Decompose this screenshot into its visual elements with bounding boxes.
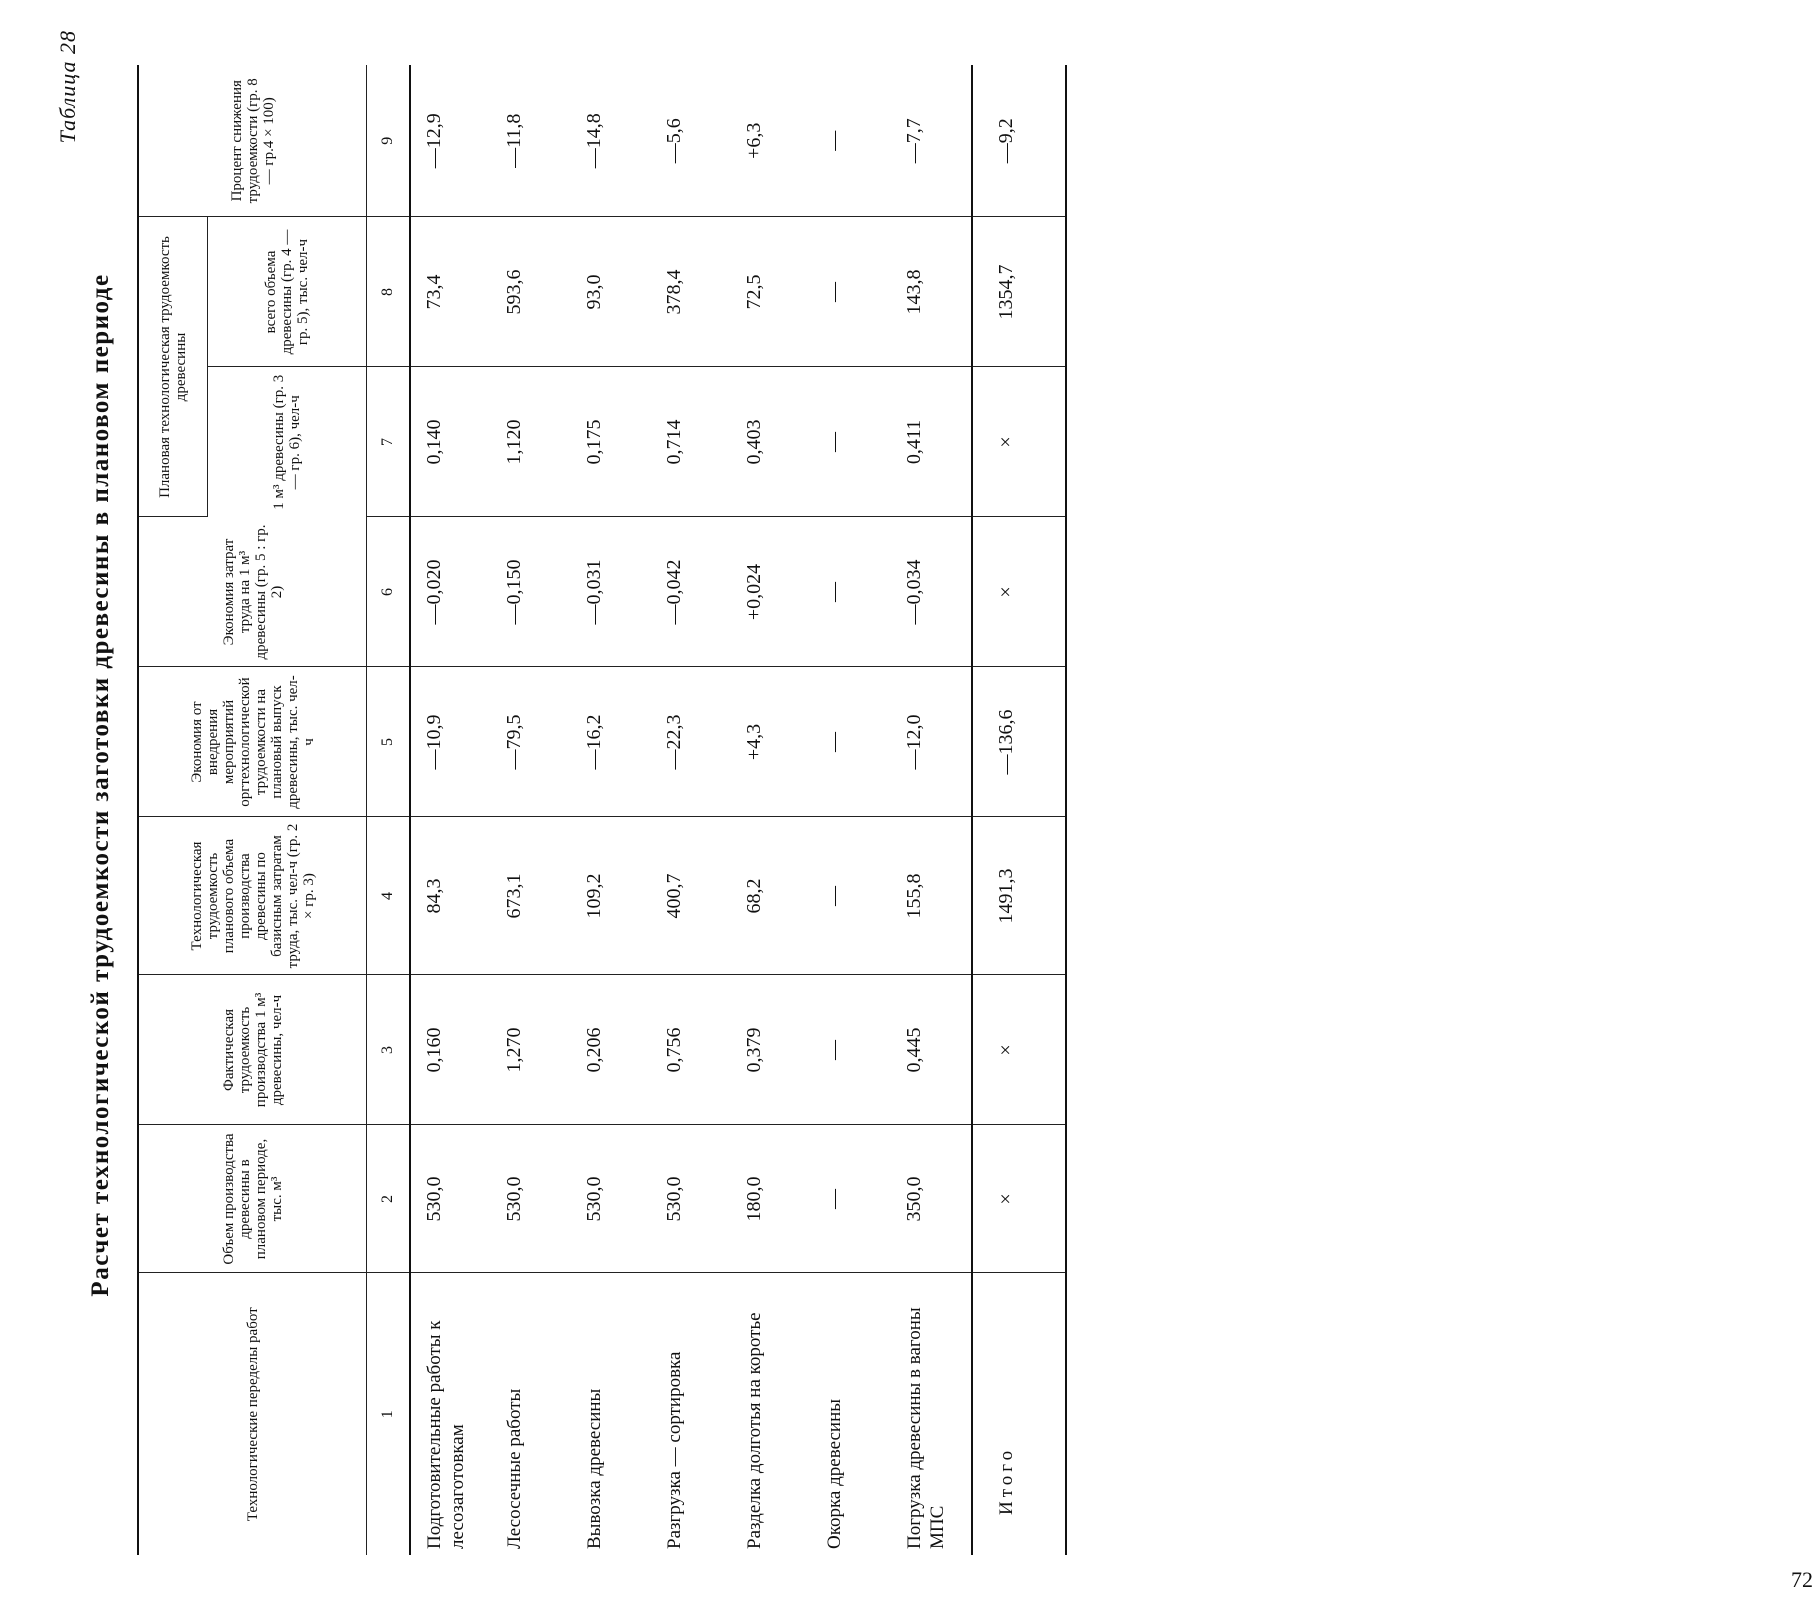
cell-tech-labor: —	[811, 817, 891, 975]
cell-percent: —12,9	[410, 65, 491, 217]
total-percent: —9,2	[972, 65, 1066, 217]
header-col9: Процент снижения трудоемкости (гр. 8 — гр.4 × 100)	[138, 65, 367, 217]
cell-tech-labor: 155,8	[891, 817, 972, 975]
cell-percent: +6,3	[731, 65, 811, 217]
row-label: Подготовительные работы к лесозаготовкам	[424, 1320, 468, 1549]
cell-tech-labor: 84,3	[410, 817, 491, 975]
cell-plan-total: 72,5	[731, 217, 811, 367]
cell-savings: —16,2	[571, 667, 651, 817]
total-plan-per-m3: ×	[972, 367, 1066, 517]
cell-savings-per-m3: —0,031	[571, 517, 651, 667]
header-group78: Плановая технологическая трудоемкость древесины	[138, 217, 208, 517]
col-number-7: 7	[367, 367, 411, 517]
cell-volume: 530,0	[491, 1125, 571, 1273]
table-row	[731, 65, 811, 1555]
row-label: Вывозка древесины	[584, 1388, 605, 1549]
cell-plan-total: 93,0	[571, 217, 651, 367]
row-label: Лесосечные работы	[504, 1388, 525, 1549]
col-number-8: 8	[367, 217, 411, 367]
cell-savings: —10,9	[410, 667, 491, 817]
total-volume: ×	[972, 1125, 1066, 1273]
row-label: Разгрузка — сортировка	[664, 1351, 685, 1549]
cell-percent: —5,6	[651, 65, 731, 217]
total-plan-total: 1354,7	[972, 217, 1066, 367]
header-col7: 1 м³ древесины (гр. 3 — гр. 6), чел-ч	[208, 367, 367, 517]
table-row	[571, 65, 651, 1555]
cell-percent: —	[811, 65, 891, 217]
cell-actual-labor: 0,160	[410, 975, 491, 1125]
cell-volume: 530,0	[410, 1125, 491, 1273]
total-row	[972, 65, 1066, 1555]
cell-tech-labor: 673,1	[491, 817, 571, 975]
col-number-3: 3	[367, 975, 411, 1125]
cell-tech-labor: 400,7	[651, 817, 731, 975]
col-number-6: 6	[367, 517, 411, 667]
cell-savings-per-m3: —0,034	[891, 517, 972, 667]
total-savings: —136,6	[972, 667, 1066, 817]
total-savings-per-m3: ×	[972, 517, 1066, 667]
cell-savings: —79,5	[491, 667, 571, 817]
cell-actual-labor: 1,270	[491, 975, 571, 1125]
header-col4: Технологическая трудоемкость планового объема производства древесины по базисным затратам труда, тыс. чел-ч (гр. 2 × гр. 3)	[138, 817, 367, 975]
cell-plan-per-m3: 0,140	[410, 367, 491, 517]
row-label: Окорка древесины	[824, 1398, 845, 1549]
cell-savings-per-m3: —0,042	[651, 517, 731, 667]
table-row	[410, 65, 491, 1555]
row-label: Погрузка древесины в вагоны МПС	[904, 1307, 948, 1549]
cell-plan-total: 593,6	[491, 217, 571, 367]
cell-savings-per-m3: —0,150	[491, 517, 571, 667]
cell-plan-per-m3: 0,175	[571, 367, 651, 517]
cell-volume: —	[811, 1125, 891, 1273]
cell-savings: —	[811, 667, 891, 817]
cell-tech-labor: 68,2	[731, 817, 811, 975]
cell-plan-total: 73,4	[410, 217, 491, 367]
table-row	[811, 65, 891, 1555]
header-col2: Объем производства древесины в плановом периоде, тыс. м³	[138, 1125, 367, 1273]
cell-plan-total: 378,4	[651, 217, 731, 367]
cell-percent: —7,7	[891, 65, 972, 217]
cell-savings-per-m3: +0,024	[731, 517, 811, 667]
cell-actual-labor: 0,756	[651, 975, 731, 1125]
header-col1: Технологические переделы работ	[138, 1273, 367, 1555]
page-number: 72	[1791, 1567, 1813, 1592]
cell-savings-per-m3: —0,020	[410, 517, 491, 667]
total-label: Итого	[972, 1273, 1066, 1555]
cell-volume: 530,0	[651, 1125, 731, 1273]
cell-plan-per-m3: 0,411	[891, 367, 972, 517]
cell-volume: 180,0	[731, 1125, 811, 1273]
col-number-2: 2	[367, 1125, 411, 1273]
header-col3: Фактическая трудоемкость производства 1 м³ древесины, чел-ч	[138, 975, 367, 1125]
cell-actual-labor: —	[811, 975, 891, 1125]
cell-actual-labor: 0,379	[731, 975, 811, 1125]
rotated-page	[55, 15, 1813, 1592]
cell-savings: —12,0	[891, 667, 972, 817]
col-number-1: 1	[367, 1273, 411, 1555]
total-actual-labor: ×	[972, 975, 1066, 1125]
table-label: Таблица 28	[55, 30, 80, 144]
cell-plan-per-m3: 0,403	[731, 367, 811, 517]
table-row	[891, 65, 972, 1555]
cell-volume: 530,0	[571, 1125, 651, 1273]
cell-actual-labor: 0,445	[891, 975, 972, 1125]
total-tech-labor: 1491,3	[972, 817, 1066, 975]
col-number-9: 9	[367, 65, 411, 217]
cell-volume: 350,0	[891, 1125, 972, 1273]
cell-plan-per-m3: 0,714	[651, 367, 731, 517]
cell-savings: +4,3	[731, 667, 811, 817]
cell-tech-labor: 109,2	[571, 817, 651, 975]
cell-plan-total: 143,8	[891, 217, 972, 367]
col-number-5: 5	[367, 667, 411, 817]
header-col5: Экономия от внедрения мероприятий оргтехнологической трудоемкости на плановый выпуск древесины, тыс. чел-ч	[138, 667, 367, 817]
cell-savings-per-m3: —	[811, 517, 891, 667]
header-col8: всего объема древесины (гр. 4 — гр. 5), тыс. чел-ч	[208, 217, 367, 367]
cell-plan-per-m3: —	[811, 367, 891, 517]
cell-plan-per-m3: 1,120	[491, 367, 571, 517]
header-col6: Экономия затрат труда на 1 м³ древесины (гр. 5 : гр. 2)	[138, 517, 367, 667]
table-row	[491, 65, 571, 1555]
cell-savings: —22,3	[651, 667, 731, 817]
table-row	[651, 65, 731, 1555]
cell-percent: —11,8	[491, 65, 571, 217]
row-label: Разделка долготья на коротье	[744, 1312, 765, 1549]
data-table	[137, 65, 1067, 1555]
cell-percent: —14,8	[571, 65, 651, 217]
cell-actual-labor: 0,206	[571, 975, 651, 1125]
col-number-4: 4	[367, 817, 411, 975]
cell-plan-total: —	[811, 217, 891, 367]
table-title: Расчет технологической трудоемкости заготовки древесины в плановом периоде	[87, 273, 114, 1297]
